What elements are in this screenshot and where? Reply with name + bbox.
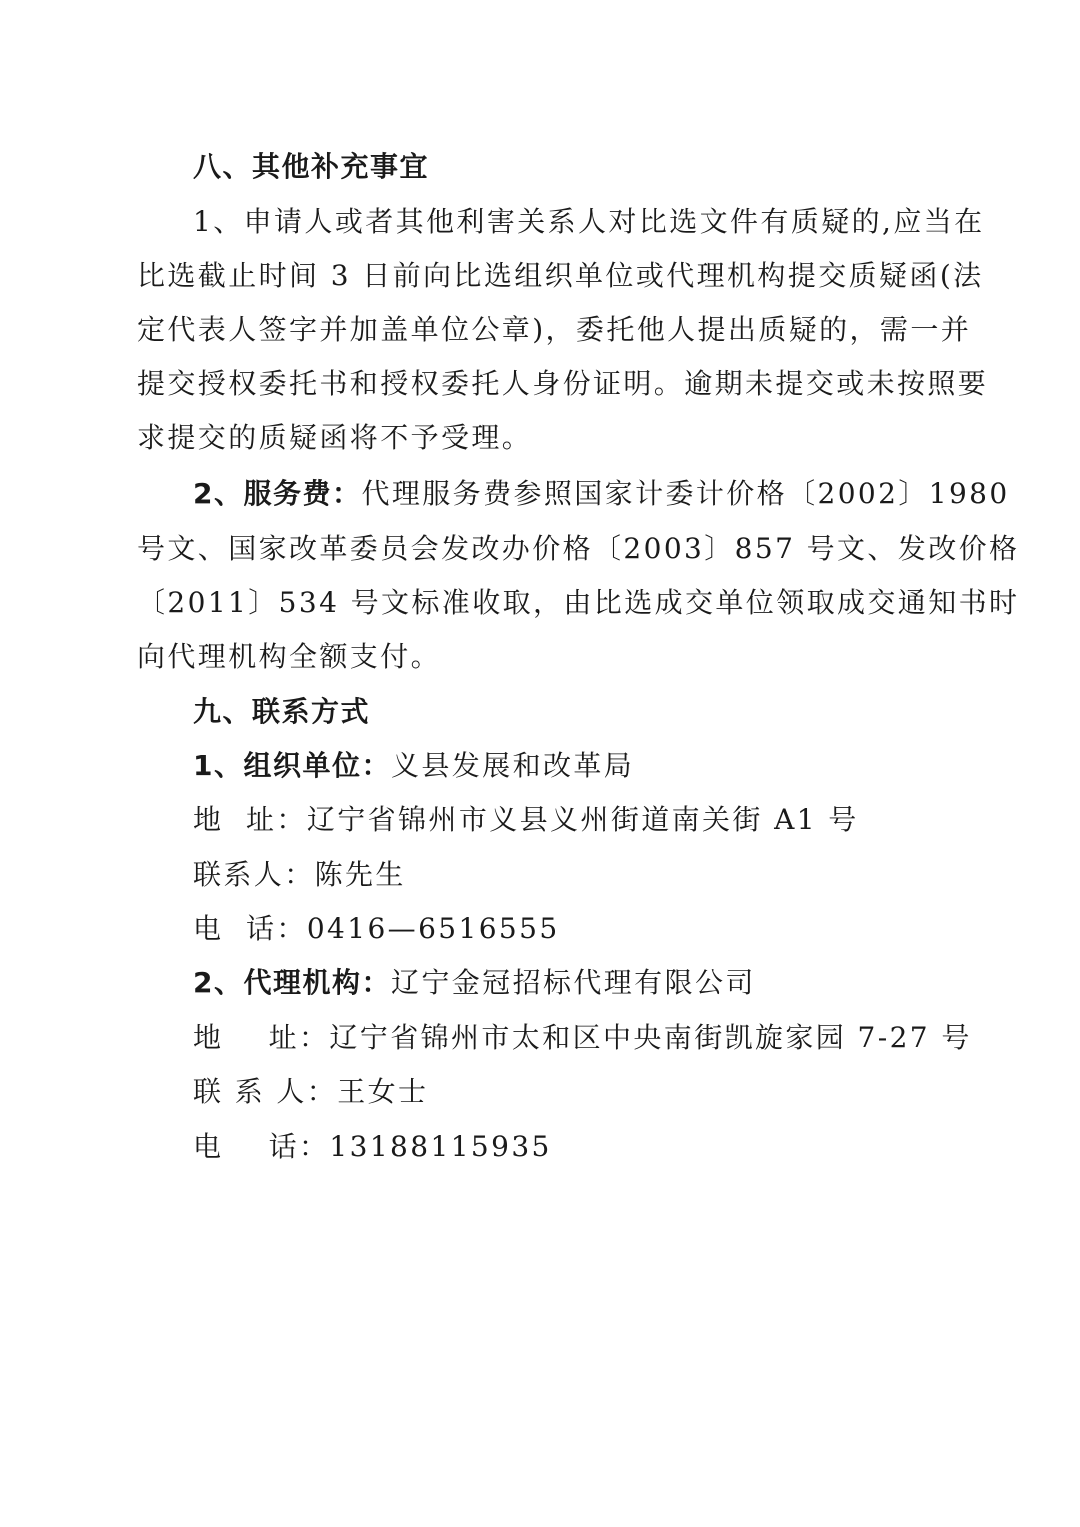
organizer-phone: 0416—6516555 [306,912,560,945]
agency-contact: 王女士 [337,1075,429,1108]
item-1-line-1: 1、申请人或者其他利害关系人对比选文件有质疑的,应当在 [193,205,985,238]
agency-address-line [193,1011,972,1065]
organizer-address: 辽宁省锦州市义县义州街道南关街 A1 号 [306,803,859,836]
section-9-heading: 九、联系方式 [193,695,371,728]
agency-name: 辽宁金冠招标代理有限公司 [390,966,756,999]
item-1-line-3: 定代表人签字并加盖单位公章)，委托他人提出质疑的，需一并 [137,313,972,346]
agency-address: 辽宁省锦州市太和区中央南街凯旋家园 7-27 号 [329,1021,972,1054]
organizer-address-line [193,793,947,847]
service-fee-label: 2、服务费： [193,477,362,510]
organizer-contact-line [193,848,947,902]
organizer-name: 义县发展和改革局 [390,749,635,782]
section-8-heading: 八、其他补充事宜 [193,150,430,183]
agency-phone-label: 电 话： [193,1130,330,1163]
agency-contact-label: 联 系 人： [193,1075,338,1108]
service-fee-text: 代理服务费参照国家计委计价格〔2002〕1980 [361,477,1010,510]
organizer-address-label: 地 址： [193,803,307,836]
organizer-label: 1、组织单位： [193,749,391,782]
organizer-contact: 陈先生 [314,858,406,891]
agency-label: 2、代理机构： [193,966,391,999]
agency-line [193,956,947,1010]
item-2-line-1 [193,467,1010,521]
agency-phone: 13188115935 [329,1130,552,1163]
item-2-line-2: 号文、国家改革委员会发改办价格〔2003〕857 号文、发改价格 [137,532,1020,565]
organizer-phone-label: 电 话： [193,912,307,945]
organizer-phone-line [193,902,947,956]
item-1-line-5: 求提交的质疑函将不予受理。 [137,421,533,454]
agency-phone-line [193,1120,947,1174]
item-2-line-4: 向代理机构全额支付。 [137,640,442,673]
organizer-contact-label: 联系人： [193,858,315,891]
item-1-line-4: 提交授权委托书和授权委托人身份证明。逾期未提交或未按照要 [137,367,989,400]
agency-address-label: 地 址： [193,1021,330,1054]
organizer-line [193,739,947,793]
agency-contact-line [193,1065,947,1119]
item-1-line-2: 比选截止时间 3 日前向比选组织单位或代理机构提交质疑函(法 [137,259,984,292]
item-2-line-3: 〔2011〕534 号文标准收取，由比选成交单位领取成交通知书时 [137,586,1020,619]
